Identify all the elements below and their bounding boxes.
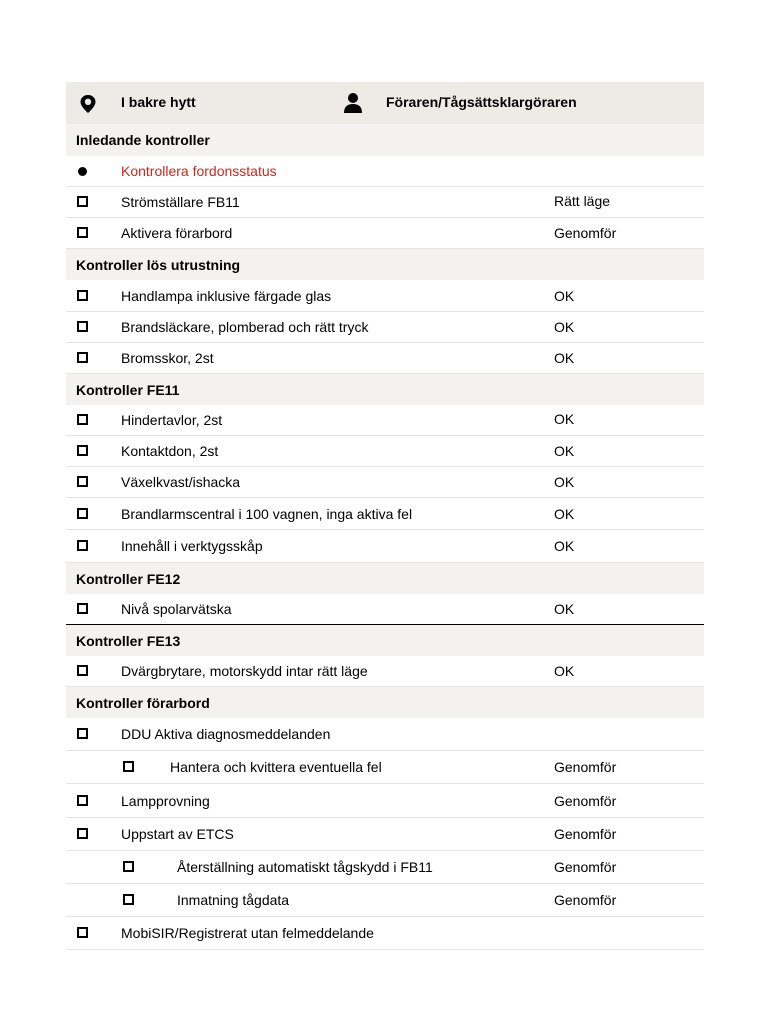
checkbox[interactable] xyxy=(77,350,88,366)
item-label: Brandlarmscentral i 100 vagnen, inga aktiva fel xyxy=(121,505,413,522)
header-left-title: I bakre hytt xyxy=(121,94,196,110)
item-label: Uppstart av ETCS xyxy=(121,826,234,842)
item-label: Hantera och kvittera eventuella fel xyxy=(170,759,382,775)
item-status: Genomför xyxy=(554,759,617,775)
checklist-row xyxy=(66,218,704,249)
item-status: OK xyxy=(554,319,575,335)
checkbox[interactable] xyxy=(77,601,88,617)
item-label: Dvärgbrytare, motorskydd intar rätt läge xyxy=(121,663,368,679)
item-label: Lampprovning xyxy=(121,792,210,809)
checkbox[interactable] xyxy=(77,288,88,304)
checklist-body xyxy=(66,124,704,950)
checkbox[interactable] xyxy=(77,826,88,842)
checklist-row xyxy=(66,280,704,312)
item-label: Inmatning tågdata xyxy=(177,892,290,908)
checkbox[interactable] xyxy=(77,925,88,941)
section-title: Kontroller förarbord xyxy=(66,687,704,718)
checklist-row xyxy=(66,405,704,436)
item-status: OK xyxy=(554,443,575,459)
item-status: OK xyxy=(554,350,575,366)
checkbox[interactable] xyxy=(77,726,88,742)
checklist-row xyxy=(66,594,704,625)
checkbox[interactable] xyxy=(77,793,88,809)
item-label: Innehåll i verktygsskåp xyxy=(121,538,263,554)
checkbox[interactable] xyxy=(77,194,88,210)
item-status: Genomför xyxy=(554,892,617,908)
section-title: Kontroller FE13 xyxy=(66,625,704,656)
item-status: OK xyxy=(554,474,575,490)
table-header xyxy=(66,82,704,124)
checkbox[interactable] xyxy=(77,319,88,335)
item-label: Nivå spolarvätska xyxy=(121,601,232,617)
item-status: OK xyxy=(554,411,575,427)
checkbox[interactable] xyxy=(123,892,134,908)
checklist-row xyxy=(66,917,704,950)
checklist-row xyxy=(66,751,704,784)
checklist-table xyxy=(66,82,704,950)
item-label: Hindertavlor, 2st xyxy=(121,412,223,428)
header-right-title: Föraren/Tågsättsklargöraren xyxy=(386,94,577,110)
section-title: Kontroller FE11 xyxy=(66,374,704,405)
checklist-row xyxy=(66,498,704,530)
item-label: DDU Aktiva diagnosmeddelanden xyxy=(121,726,331,742)
checkbox[interactable] xyxy=(77,225,88,241)
location-pin-icon xyxy=(79,94,97,119)
checklist-row xyxy=(66,851,704,884)
item-status: Genomför xyxy=(554,792,617,809)
checklist-row xyxy=(66,467,704,498)
item-label: Strömställare FB11 xyxy=(121,194,240,210)
item-label: Aktivera förarbord xyxy=(121,225,233,241)
person-icon xyxy=(343,92,363,119)
checklist-row xyxy=(66,187,704,218)
item-status: OK xyxy=(554,601,575,617)
item-status: OK xyxy=(554,538,575,554)
item-label: MobiSIR/Registrerat utan felmeddelande xyxy=(121,925,374,941)
bullet-icon xyxy=(77,163,87,179)
checkbox[interactable] xyxy=(77,443,88,459)
checkbox[interactable] xyxy=(77,663,88,679)
checklist-row xyxy=(66,436,704,467)
checklist-row xyxy=(66,884,704,917)
item-status: Genomför xyxy=(554,826,617,842)
checkbox[interactable] xyxy=(123,859,134,875)
item-label: Brandsläckare, plomberad och rätt tryck xyxy=(121,319,369,335)
checklist-row xyxy=(66,343,704,374)
item-status: Genomför xyxy=(554,859,617,875)
item-status: OK xyxy=(554,663,575,679)
checkbox[interactable] xyxy=(77,506,88,522)
checkbox[interactable] xyxy=(77,538,88,554)
checklist-row xyxy=(66,530,704,563)
section-title: Kontroller FE12 xyxy=(66,563,704,594)
checklist-row xyxy=(66,312,704,343)
item-label: Kontaktdon, 2st xyxy=(121,443,219,459)
checklist-row xyxy=(66,718,704,751)
checklist-row xyxy=(66,818,704,851)
item-status: OK xyxy=(554,505,575,522)
checkbox[interactable] xyxy=(77,474,88,490)
checkbox[interactable] xyxy=(123,759,134,775)
section-title: Kontroller lös utrustning xyxy=(66,249,704,280)
checklist-row xyxy=(66,784,704,818)
checklist-row xyxy=(66,656,704,687)
checklist-row xyxy=(66,156,704,187)
item-status: OK xyxy=(554,287,575,304)
checkbox[interactable] xyxy=(77,412,88,428)
item-status: Genomför xyxy=(554,225,617,241)
item-status: Rätt läge xyxy=(554,193,611,209)
item-label: Växelkvast/ishacka xyxy=(121,474,241,490)
item-label: Handlampa inklusive färgade glas xyxy=(121,287,332,304)
section-title: Inledande kontroller xyxy=(66,124,704,156)
item-label: Återställning automatiskt tågskydd i FB11 xyxy=(177,859,433,875)
item-label: Kontrollera fordonsstatus xyxy=(121,163,277,179)
item-label: Bromsskor, 2st xyxy=(121,350,214,366)
